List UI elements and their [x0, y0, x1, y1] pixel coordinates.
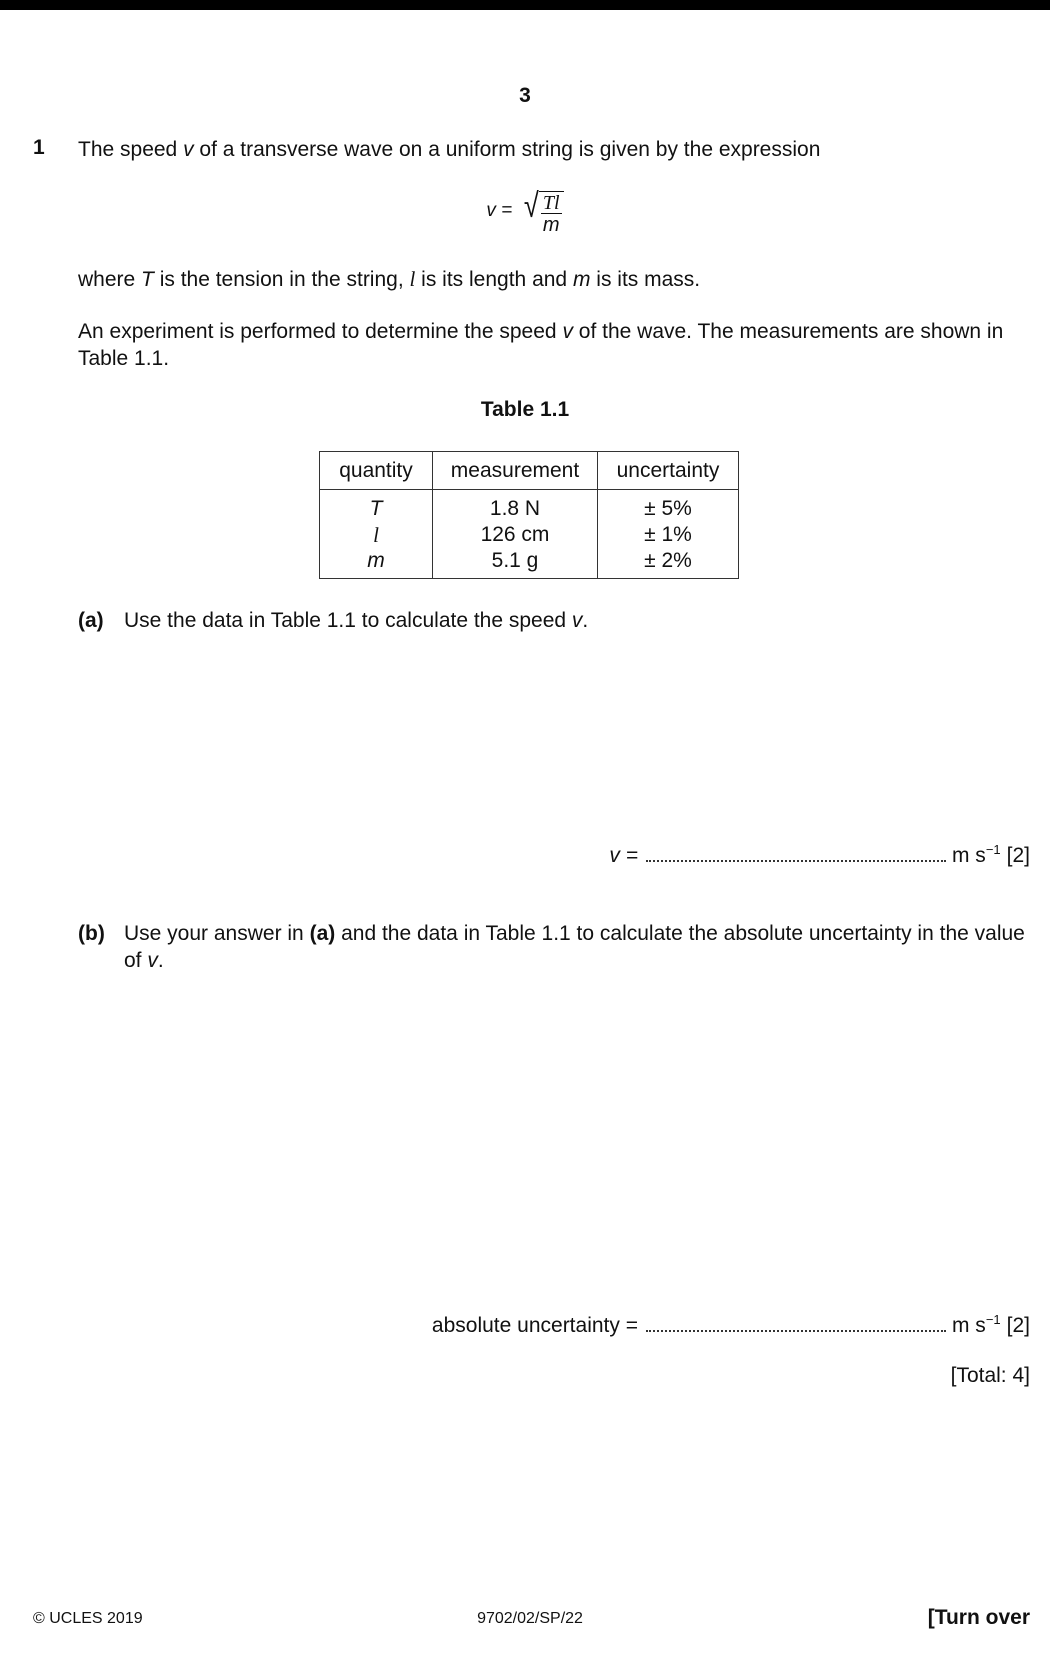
- part-b-unit: m $s^{-1}$: [951, 1312, 1001, 1337]
- part-a-answer-label: v =: [609, 844, 638, 867]
- part-a-answer-line: [609, 842, 1030, 868]
- uncertainty-cell: ± 1%: [598, 522, 739, 548]
- measurement-cell: 126 cm: [433, 522, 598, 548]
- part-b-marks: [2]: [1006, 1314, 1030, 1337]
- question-number: 1: [33, 136, 45, 159]
- part-a-marks: [2]: [1006, 844, 1030, 867]
- part-b-answer-label: absolute uncertainty =: [431, 1314, 638, 1337]
- part-b-question: (b) Use your answer in (a) and the data in Table 1.1 to calculate the absolute uncertainty in the value of v.: [78, 922, 1025, 972]
- header-quantity: quantity: [320, 452, 433, 490]
- part-b-label: (b): [78, 922, 105, 945]
- uncertainty-cell: ± 5%: [598, 490, 739, 523]
- part-a-answer-field[interactable]: [646, 844, 946, 862]
- table-row: [320, 522, 739, 548]
- total-marks: [Total: 4]: [950, 1364, 1030, 1387]
- quantity-cell: m: [320, 548, 433, 579]
- uncertainty-cell: ± 2%: [598, 548, 739, 579]
- footer-turn-over: [Turn over: [927, 1606, 1030, 1629]
- table-row: [320, 548, 739, 579]
- table-row: [320, 490, 739, 523]
- quantity-cell: T: [320, 490, 433, 523]
- formula-numerator: Tl: [542, 192, 560, 214]
- formula-denominator: m: [542, 214, 560, 236]
- measurement-cell: 5.1 g: [433, 548, 598, 579]
- measurement-cell: 1.8 N: [433, 490, 598, 523]
- quantity-cell: l: [320, 522, 433, 548]
- measurements-table: [319, 451, 739, 579]
- formula-lhs: v =: [486, 200, 513, 221]
- part-a-unit: m $s^{-1}$: [951, 842, 1001, 867]
- footer-copyright: © UCLES 2019: [33, 1610, 143, 1627]
- variable-definitions: where T is the tension in the string, l is its length and m is its mass.: [78, 267, 701, 291]
- part-b-answer-line: [432, 1312, 1030, 1338]
- question-intro: The speed v of a transverse wave on a uniform string is given by the expression: [78, 138, 821, 161]
- table-header-row: [320, 452, 739, 490]
- speed-formula: [0, 186, 1050, 236]
- table-title: Table 1.1: [480, 398, 570, 421]
- part-a-question: (a) Use the data in Table 1.1 to calculate the speed v.: [78, 609, 589, 632]
- square-root: [522, 186, 563, 236]
- top-black-bar: [0, 0, 1050, 10]
- part-b-answer-field[interactable]: [646, 1314, 946, 1332]
- header-uncertainty: uncertainty: [598, 452, 739, 490]
- experiment-description: An experiment is performed to determine the speed v of the wave. The measurements are shown in Table 1.1.: [78, 320, 1004, 370]
- header-measurement: measurement: [433, 452, 598, 490]
- part-a-label: (a): [78, 609, 104, 632]
- footer-paper-code: 9702/02/SP/22: [477, 1610, 583, 1627]
- page-number: 3: [519, 84, 531, 107]
- radical-sign: √: [524, 187, 540, 225]
